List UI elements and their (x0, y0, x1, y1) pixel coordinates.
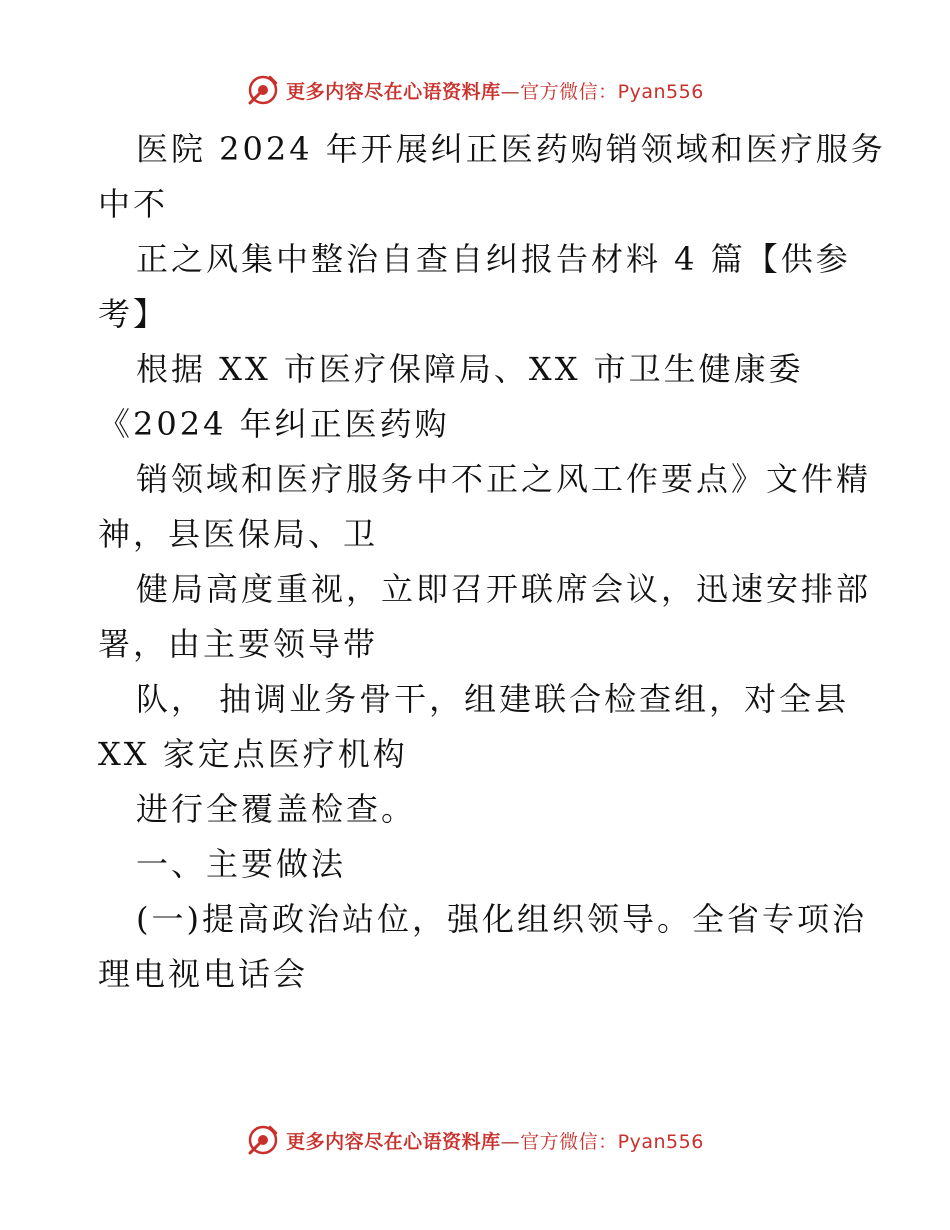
title-line-1: 医院 2024 年开展纠正医药购销领域和医疗服务 (136, 130, 886, 168)
title-line-2: 中不 (98, 185, 169, 223)
watermark-brand: 更多内容尽在心语资料库 (286, 1130, 501, 1153)
pen-circle-logo-icon (246, 1123, 280, 1157)
header-watermark (0, 70, 950, 110)
watermark-text (286, 77, 704, 104)
subsection-line-1: (一)提高政治站位，强化组织领导。全省专项治 (136, 900, 867, 938)
footer-watermark (0, 1120, 950, 1160)
title-line-4: 考】 (98, 295, 169, 333)
section-heading: 一、主要做法 (136, 845, 347, 883)
watermark-brand: 更多内容尽在心语资料库 (286, 80, 501, 103)
pen-circle-logo-icon (246, 73, 280, 107)
paragraph-line-5: 健局高度重视，立即召开联席会议，迅速安排部 (136, 570, 872, 608)
paragraph-line-2: 《2024 年纠正医药购 (98, 405, 450, 443)
watermark-separator: — (500, 1130, 521, 1153)
paragraph-line-1: 根据 XX 市医疗保障局、XX 市卫生健康委 (136, 350, 804, 388)
paragraph-line-4: 神，县医保局、卫 (98, 515, 379, 553)
subsection-line-2: 理电视电话会 (98, 955, 309, 993)
paragraph-line-9: 进行全覆盖检查。 (136, 790, 417, 828)
watermark-text (286, 1127, 704, 1154)
title-line-3: 正之风集中整治自查自纠报告材料 4 篇【供参 (136, 240, 851, 278)
document-body (98, 122, 886, 1002)
paragraph-line-3: 销领域和医疗服务中不正之风工作要点》文件精 (136, 460, 872, 498)
paragraph-line-6: 署，由主要领导带 (98, 625, 379, 663)
watermark-suffix: 官方微信：Pyan556 (520, 1130, 704, 1153)
paragraph-line-8: XX 家定点医疗机构 (98, 735, 408, 773)
watermark-suffix: 官方微信：Pyan556 (520, 80, 704, 103)
paragraph-line-7: 队， 抽调业务骨干，组建联合检查组，对全县 (136, 680, 850, 718)
watermark-separator: — (500, 80, 521, 103)
